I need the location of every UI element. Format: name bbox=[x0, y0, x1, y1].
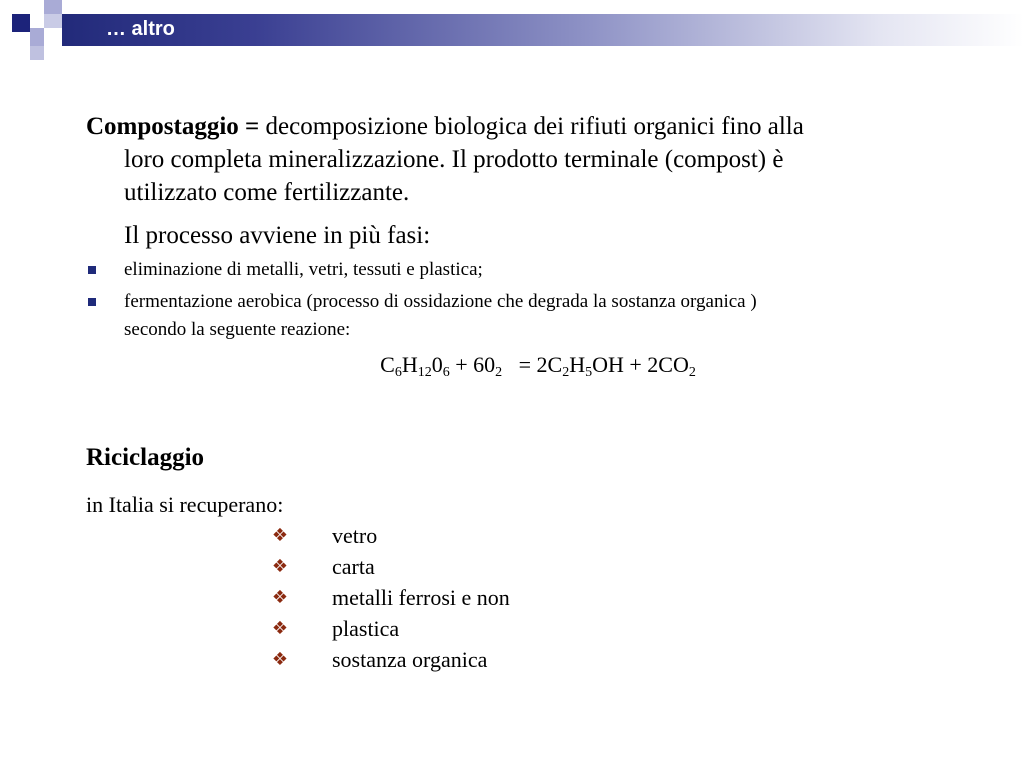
compost-term: Compostaggio = bbox=[86, 113, 260, 140]
bullet-2-continued: secondo la seguente reazione: bbox=[124, 319, 351, 340]
compost-definition: decomposizione biologica dei rifiuti organici fino alla bbox=[265, 113, 804, 140]
logo-square-light bbox=[44, 14, 62, 28]
square-bullet-icon bbox=[88, 266, 96, 274]
compost-line-3: utilizzato come fertilizzante. bbox=[124, 179, 410, 206]
diamond-bullet-icon: ❖ bbox=[271, 525, 289, 546]
recycle-title: Riciclaggio bbox=[86, 444, 205, 471]
recycle-item-organica: sostanza organica bbox=[332, 647, 488, 672]
recycle-item-plastica: plastica bbox=[332, 616, 400, 641]
logo-square-light bbox=[44, 0, 62, 14]
diamond-bullet-icon: ❖ bbox=[271, 618, 289, 639]
diamond-bullet-icon: ❖ bbox=[271, 649, 289, 670]
process-line: Il processo avviene in più fasi: bbox=[124, 222, 431, 249]
diamond-bullet-icon: ❖ bbox=[271, 556, 289, 577]
compost-line-1 bbox=[86, 110, 804, 143]
bullet-2: fermentazione aerobica (processo di ossidazione che degrada la sostanza organica ) bbox=[124, 291, 757, 312]
diamond-bullet-icon: ❖ bbox=[271, 587, 289, 608]
logo-square-dark bbox=[12, 14, 30, 32]
slide-title: … altro bbox=[106, 18, 175, 40]
square-bullet-icon bbox=[88, 298, 96, 306]
recycle-intro: in Italia si recuperano: bbox=[86, 492, 284, 517]
reaction-formula: $C_6H_{12}0_6 + 60_2 = 2C_2H_5OH + 2CO_2$ bbox=[380, 352, 696, 380]
logo-square-light bbox=[30, 46, 44, 60]
recycle-item-vetro: vetro bbox=[332, 523, 378, 548]
recycle-item-metalli: metalli ferrosi e non bbox=[332, 585, 510, 610]
compost-line-2: loro completa mineralizzazione. Il prodotto terminale (compost) è bbox=[124, 146, 784, 173]
header-bar bbox=[62, 14, 1024, 46]
bullet-1: eliminazione di metalli, vetri, tessuti e plastica; bbox=[124, 259, 483, 280]
recycle-item-carta: carta bbox=[332, 554, 375, 579]
logo-square-light bbox=[30, 28, 44, 46]
